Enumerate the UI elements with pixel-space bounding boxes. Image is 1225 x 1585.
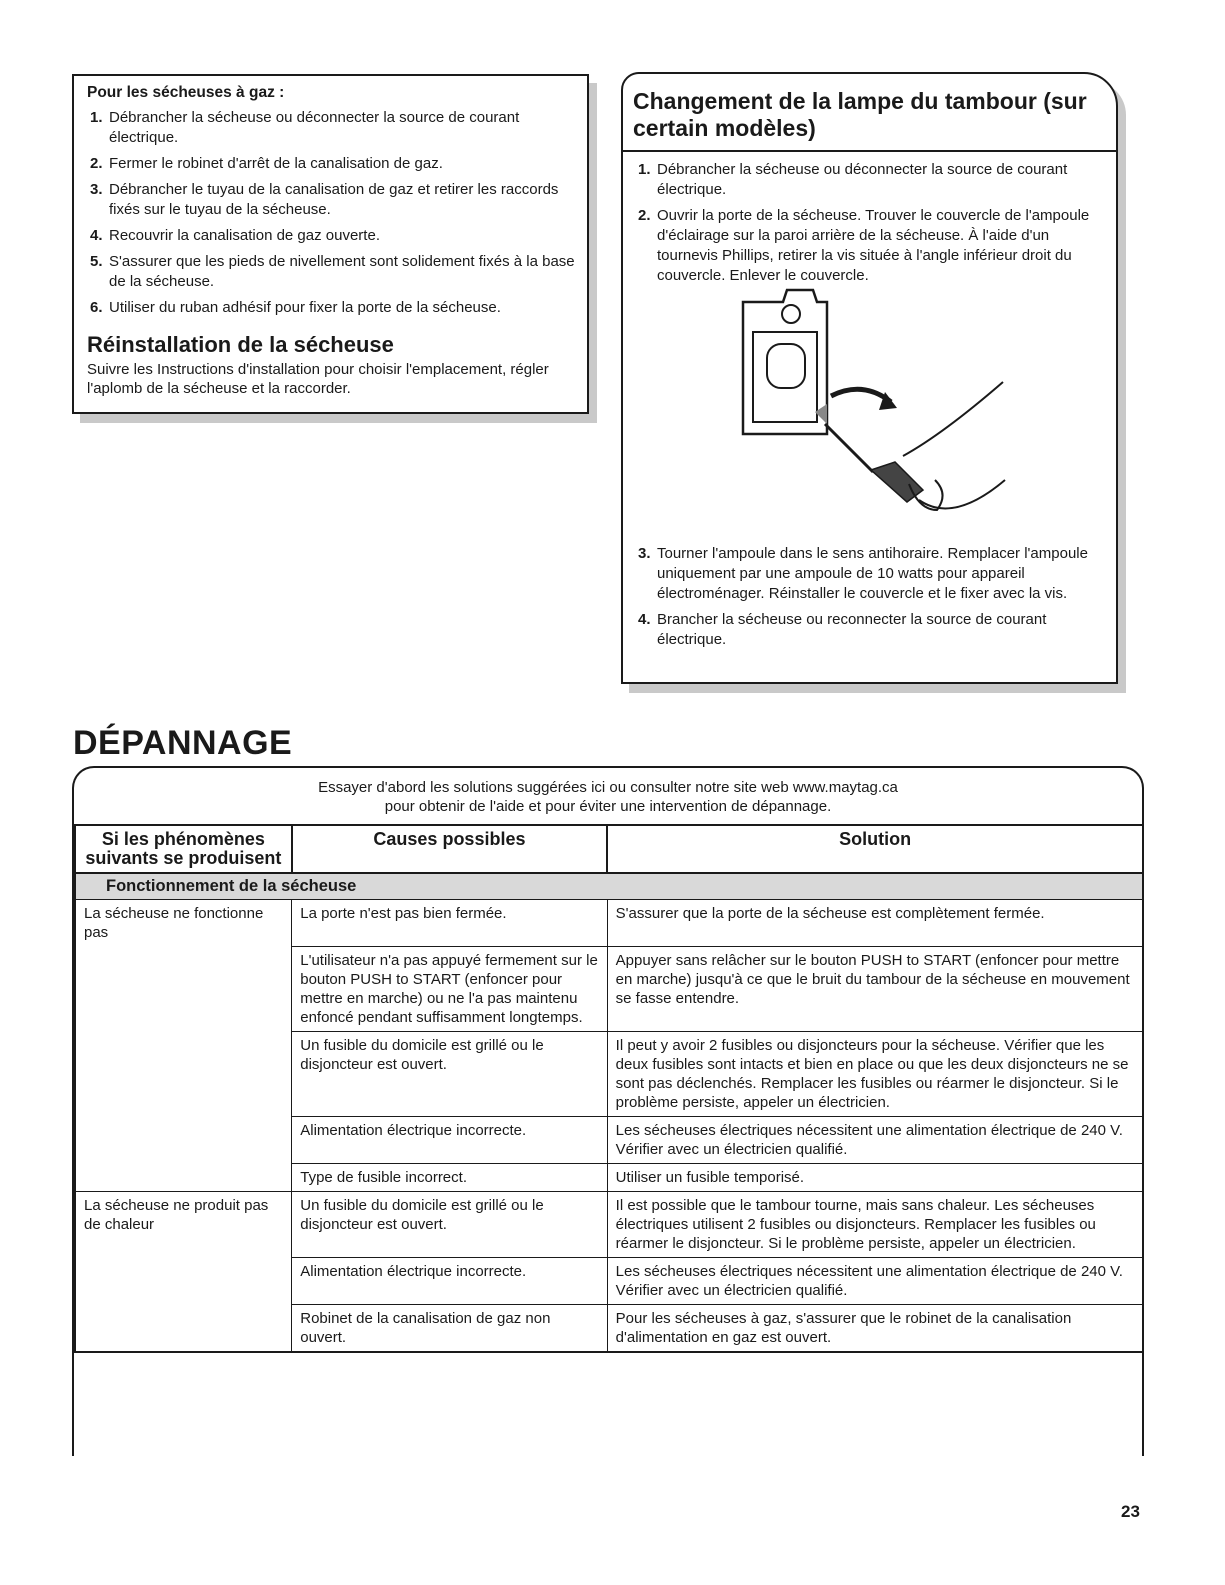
cause-cell: Un fusible du domicile est grillé ou le disjoncteur est ouvert. (292, 1031, 607, 1116)
col-header-solution: Solution (607, 825, 1143, 873)
drum-lamp-title: Changement de la lampe du tambour (sur certain modèles) (623, 74, 1116, 152)
cause-cell: Un fusible du domicile est grillé ou le disjoncteur est ouvert. (292, 1191, 607, 1257)
solution-cell: Les sécheuses électriques nécessitent une alimentation électrique de 240 V. Vérifier avec un électricien qualifié. (607, 1257, 1143, 1304)
gas-step: 6. Utiliser du ruban adhésif pour fixer la porte de la sécheuse. (90, 299, 501, 316)
cause-cell: Alimentation électrique incorrecte. (292, 1257, 607, 1304)
solution-cell: Appuyer sans relâcher sur le bouton PUSH to START (enfoncer pour mettre en marche) jusqu'à ce que le bruit du tambour de la sécheuse en mouvement se fasse entendre. (607, 946, 1143, 1031)
reinstall-title: Réinstallation de la sécheuse (87, 332, 394, 357)
reinstall-text: Suivre les Instructions d'installation pour choisir l'emplacement, régler l'aplomb de la sécheuse et la raccorder. (87, 361, 549, 397)
symptom-cell (75, 1304, 292, 1352)
table-row (75, 900, 1143, 947)
intro-line: pour obtenir de l'aide et pour éviter une intervention de dépannage. (384, 798, 832, 815)
gas-dryer-box (72, 74, 589, 414)
solution-cell: Il peut y avoir 2 fusibles ou disjoncteurs pour la sécheuse. Vérifier que les deux fusibles sont intacts et bien en place ou que les deux disjoncteurs ne se sont pas déclenchés. Remplacer les fusibles ou réarmer le disjoncteur. Si le problème persiste, appeler un électricien. (607, 1031, 1143, 1116)
solution-cell: Il est possible que le tambour tourne, mais sans chaleur. Les sécheuses électriques utilisent 2 fusibles ou disjoncteurs. Remplacer les fusibles ou réarmer le disjoncteur. Si le problème persiste, appeler un électricien. (607, 1191, 1143, 1257)
drum-lamp-box (621, 72, 1118, 684)
table-header-row (75, 825, 1143, 873)
symptom-cell (75, 946, 292, 1031)
depannage-title: DÉPANNAGE (73, 724, 293, 762)
intro-line: Essayer d'abord les solutions suggérées ici ou consulter notre site web www.maytag.ca (318, 779, 898, 796)
gas-dryer-steps (87, 108, 577, 318)
lamp-cover-illustration-icon (723, 284, 1013, 534)
solution-cell: Utiliser un fusible temporisé. (607, 1163, 1143, 1191)
table-row (75, 1191, 1143, 1257)
lamp-step: 3. Tourner l'ampoule dans le sens antihoraire. Remplacer l'ampoule uniquement par une ampoule de 10 watts pour appareil électroménager. Réinstaller le couvercle et le fixer avec la vis. (638, 545, 1088, 602)
lamp-step: 2. Ouvrir la porte de la sécheuse. Trouver le couvercle de l'ampoule d'éclairage sur la paroi arrière de la sécheuse. À l'aide d'un tournevis Phillips, retirer la vis située à l'angle inférieur droit du couvercle. Enlever le couvercle. (638, 207, 1090, 284)
table-row (75, 1257, 1143, 1304)
symptom-cell (75, 1257, 292, 1304)
troubleshooting-table (74, 824, 1144, 1353)
section-row (75, 873, 1143, 900)
col-header-cause: Causes possibles (292, 825, 607, 873)
symptom-cell: La sécheuse ne produit pas de chaleur (75, 1191, 292, 1257)
page-number: 23 (1121, 1502, 1140, 1521)
gas-step: 1. Débrancher la sécheuse ou déconnecter la source de courant électrique. (90, 109, 520, 146)
cause-cell: L'utilisateur n'a pas appuyé fermement sur le bouton PUSH to START (enfoncer pour mettre en marche) ou ne l'a pas maintenu enfoncé pendant suffisamment longtemps. (292, 946, 607, 1031)
table-row (75, 1304, 1143, 1352)
solution-cell: Pour les sécheuses à gaz, s'assurer que le robinet de la canalisation d'alimentation en gaz est ouvert. (607, 1304, 1143, 1352)
cause-cell: La porte n'est pas bien fermée. (292, 900, 607, 947)
table-row (75, 946, 1143, 1031)
table-row (75, 1163, 1143, 1191)
lamp-steps-second (635, 544, 1104, 656)
lamp-steps-first (623, 152, 1116, 286)
symptom-cell (75, 1163, 292, 1191)
symptom-cell (75, 1116, 292, 1163)
symptom-cell (75, 1031, 292, 1116)
table-row (75, 1116, 1143, 1163)
troubleshooting-intro (74, 768, 1142, 816)
gas-step: 3. Débrancher le tuyau de la canalisation de gaz et retirer les raccords fixés sur le tuyau de la sécheuse. (90, 181, 559, 218)
gas-step: 4. Recouvrir la canalisation de gaz ouverte. (90, 227, 380, 244)
cause-cell: Alimentation électrique incorrecte. (292, 1116, 607, 1163)
table-row (75, 1031, 1143, 1116)
lamp-step: 1. Débrancher la sécheuse ou déconnecter la source de courant électrique. (638, 161, 1068, 198)
lamp-step: 4. Brancher la sécheuse ou reconnecter la source de courant électrique. (638, 611, 1047, 648)
col-header-symptom: Si les phénomènes suivants se produisent (75, 825, 292, 873)
gas-step: 5. S'assurer que les pieds de nivellement sont solidement fixés à la base de la sécheuse. (90, 253, 575, 290)
solution-cell: S'assurer que la porte de la sécheuse est complètement fermée. (607, 900, 1143, 947)
cause-cell: Robinet de la canalisation de gaz non ouvert. (292, 1304, 607, 1352)
troubleshooting-frame (72, 766, 1144, 1456)
gas-step: 2. Fermer le robinet d'arrêt de la canalisation de gaz. (90, 155, 443, 172)
symptom-cell: La sécheuse ne fonctionne pas (75, 900, 292, 947)
solution-cell: Les sécheuses électriques nécessitent une alimentation électrique de 240 V. Vérifier avec un électricien qualifié. (607, 1116, 1143, 1163)
cause-cell: Type de fusible incorrect. (292, 1163, 607, 1191)
section-label: Fonctionnement de la sécheuse (75, 873, 1143, 900)
gas-dryer-heading: Pour les sécheuses à gaz : (87, 84, 285, 101)
